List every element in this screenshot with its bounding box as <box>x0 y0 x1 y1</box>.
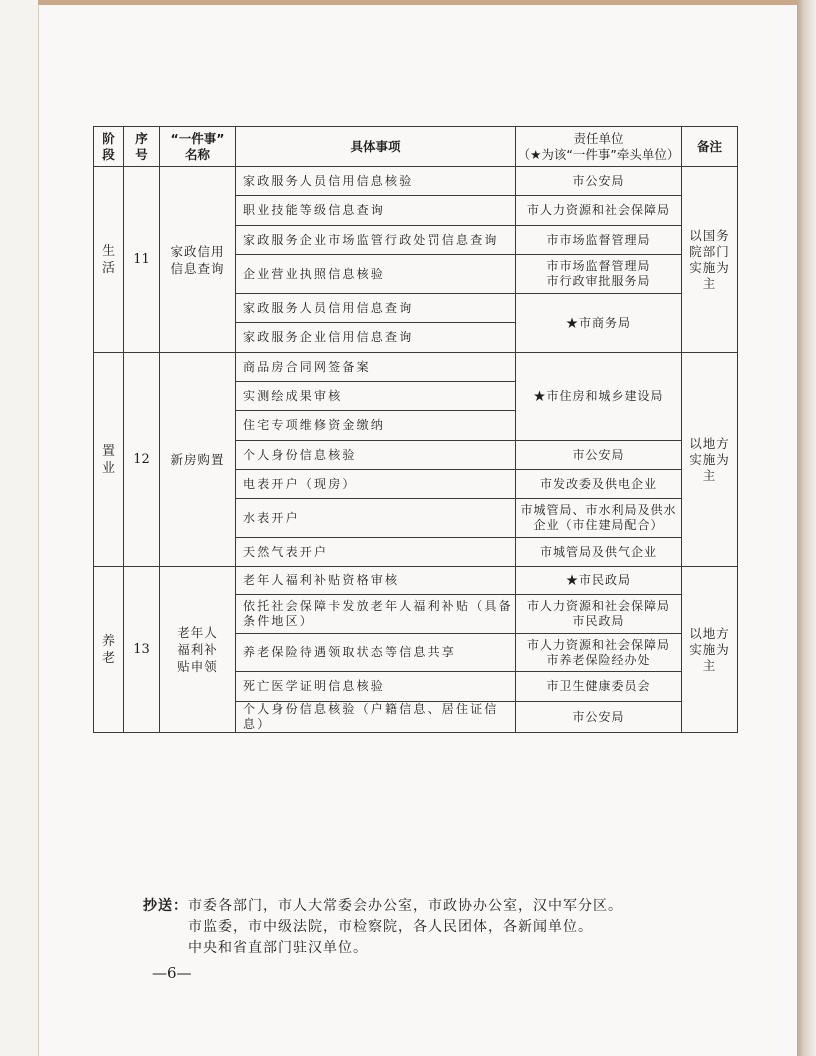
unit-cell: 市人力资源和社会保障局 市民政局 <box>516 595 682 634</box>
scan-left-margin <box>0 0 38 1056</box>
item-cell: 家政服务企业信用信息查询 <box>236 323 516 353</box>
note-cell: 以地方 实施为 主 <box>682 353 738 567</box>
stage-cell: 置 业 <box>94 353 124 567</box>
copy-to-section <box>143 896 623 959</box>
scan-right-edge <box>797 0 816 1056</box>
stage-cell: 生 活 <box>94 167 124 353</box>
unit-cell: 市市场监督管理局 <box>516 226 682 255</box>
note-cell: 以地方 实施为 主 <box>682 567 738 733</box>
table-row <box>94 353 738 382</box>
item-cell: 依托社会保障卡发放老年人福利补贴（具备条件地区） <box>236 595 516 634</box>
item-cell: 死亡医学证明信息核验 <box>236 672 516 702</box>
copy-to-line: 市委各部门，市人大常委会办公室，市政协办公室，汉中军分区。 <box>188 898 623 914</box>
unit-cell: 市市场监督管理局 市行政审批服务局 <box>516 255 682 294</box>
item-cell: 老年人福利补贴资格审核 <box>236 567 516 595</box>
unit-cell: 市城管局及供气企业 <box>516 538 682 567</box>
item-cell: 家政服务人员信用信息核验 <box>236 167 516 196</box>
page-number: —6— <box>152 964 192 982</box>
item-cell: 家政服务企业市场监管行政处罚信息查询 <box>236 226 516 255</box>
item-cell: 商品房合同网签备案 <box>236 353 516 382</box>
item-cell: 电表开户（现房） <box>236 470 516 499</box>
header-name: “一件事” 名称 <box>160 127 236 167</box>
item-cell: 天然气表开户 <box>236 538 516 567</box>
header-no: 序 号 <box>124 127 160 167</box>
matter-name-cell: 新房购置 <box>160 353 236 567</box>
unit-cell: ★市民政局 <box>516 567 682 595</box>
one-thing-table <box>93 126 738 733</box>
number-cell: 13 <box>124 567 160 733</box>
unit-cell: 市城管局、市水利局及供水 企业（市住建局配合） <box>516 499 682 538</box>
item-cell: 养老保险待遇领取状态等信息共享 <box>236 634 516 672</box>
table-row <box>94 167 738 196</box>
header-item: 具体事项 <box>236 127 516 167</box>
item-cell: 个人身份信息核验 <box>236 441 516 470</box>
unit-cell: 市卫生健康委员会 <box>516 672 682 702</box>
unit-cell: 市人力资源和社会保障局 市养老保险经办处 <box>516 634 682 672</box>
number-cell: 12 <box>124 353 160 567</box>
header-unit: 责任单位 （★为该“一件事”牵头单位） <box>516 127 682 167</box>
table-row <box>94 567 738 595</box>
copy-to-line: 中央和省直部门驻汉单位。 <box>188 940 368 956</box>
copy-to-label: 抄送： <box>143 898 188 914</box>
item-cell: 水表开户 <box>236 499 516 538</box>
item-cell: 职业技能等级信息查询 <box>236 196 516 226</box>
unit-cell: ★市商务局 <box>516 294 682 353</box>
item-cell: 实测绘成果审核 <box>236 382 516 411</box>
unit-cell: 市公安局 <box>516 441 682 470</box>
unit-cell: 市人力资源和社会保障局 <box>516 196 682 226</box>
copy-to-line: 市监委，市中级法院，市检察院，各人民团体，各新闻单位。 <box>188 919 593 935</box>
number-cell: 11 <box>124 167 160 353</box>
matter-name-cell: 老年人 福利补 贴申领 <box>160 567 236 733</box>
table-header-row <box>94 127 738 167</box>
matter-name-cell: 家政信用 信息查询 <box>160 167 236 353</box>
unit-cell: 市发改委及供电企业 <box>516 470 682 499</box>
unit-cell: 市公安局 <box>516 167 682 196</box>
item-cell: 住宅专项维修资金缴纳 <box>236 411 516 441</box>
item-cell: 企业营业执照信息核验 <box>236 255 516 294</box>
item-cell: 家政服务人员信用信息查询 <box>236 294 516 323</box>
item-cell: 个人身份信息核验（户籍信息、居住证信息） <box>236 702 516 733</box>
header-stage: 阶 段 <box>94 127 124 167</box>
header-note: 备注 <box>682 127 738 167</box>
unit-cell: ★市住房和城乡建设局 <box>516 353 682 441</box>
stage-cell: 养 老 <box>94 567 124 733</box>
unit-cell: 市公安局 <box>516 702 682 733</box>
note-cell: 以国务 院部门 实施为 主 <box>682 167 738 353</box>
